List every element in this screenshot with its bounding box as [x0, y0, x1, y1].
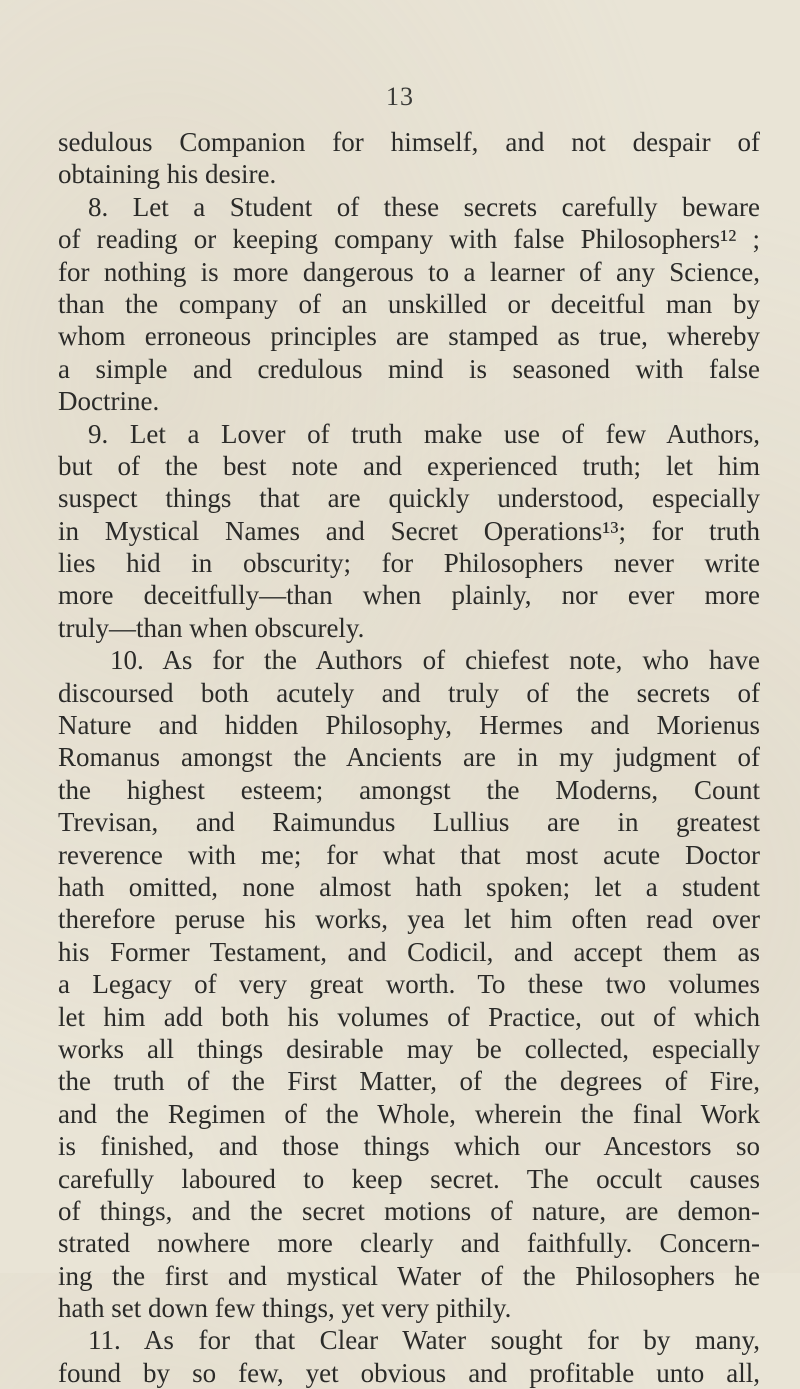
text-line: hath set down few things, yet very pithily.: [58, 1293, 512, 1324]
text-line: ing the first and mystical Water of the Philosophers he: [58, 1260, 760, 1291]
paragraph-9-start: 9. Let a Lover of truth make use of few Authors,: [88, 418, 760, 449]
paragraph-11-start: 11. As for that Clear Water sought for by many,: [88, 1325, 760, 1356]
text-line: Romanus amongst the Ancients are in my judgment of: [58, 742, 760, 773]
text-line: Nature and hidden Philosophy, Hermes and Morienus: [58, 710, 760, 741]
text-line: in Mystical Names and Secret Operations¹³; for truth: [58, 515, 760, 546]
body-text: [58, 126, 760, 1389]
text-line: discoursed both acutely and truly of the secrets of: [58, 677, 760, 708]
text-line: the truth of the First Matter, of the degrees of Fire,: [58, 1066, 760, 1097]
text-line: works all things desirable may be collected, especially: [58, 1033, 760, 1064]
text-line: suspect things that are quickly understood, especially: [58, 483, 760, 514]
text-line: reverence with me; for what that most acute Doctor: [58, 839, 760, 870]
text-line: and the Regimen of the Whole, wherein the final Work: [58, 1098, 760, 1129]
paragraph-10-start: 10. As for the Authors of chiefest note, who have: [110, 645, 760, 676]
text-line: strated nowhere more clearly and faithfully. Concern-: [58, 1228, 760, 1259]
text-line: lies hid in obscurity; for Philosophers never write: [58, 548, 760, 579]
text-line: whom erroneous principles are stamped as true, whereby: [58, 321, 760, 352]
text-line: carefully laboured to keep secret. The occult causes: [58, 1163, 760, 1194]
text-line: truly—than when obscurely.: [58, 612, 365, 643]
page-number: 13: [386, 82, 414, 111]
text-line: Trevisan, and Raimundus Lullius are in greatest: [58, 807, 760, 838]
text-line: a Legacy of very great worth. To these two volumes: [58, 969, 760, 1000]
text-line: the highest esteem; amongst the Moderns, Count: [58, 774, 760, 805]
text-line: his Former Testament, and Codicil, and accept them as: [58, 936, 760, 967]
text-line: let him add both his volumes of Practice, out of which: [58, 1001, 760, 1032]
text-line: for nothing is more dangerous to a learner of any Science,: [58, 256, 760, 287]
text-line: Doctrine.: [58, 386, 160, 417]
text-line: therefore peruse his works, yea let him often read over: [58, 904, 760, 935]
text-line: than the company of an unskilled or deceitful man by: [58, 288, 760, 319]
text-line: more deceitfully—than when plainly, nor ever more: [58, 580, 760, 611]
text-line: is finished, and those things which our Ancestors so: [58, 1131, 760, 1162]
text-line: found by so few, yet obvious and profitable unto all,: [58, 1357, 760, 1388]
text-line: sedulous Companion for himself, and not despair of: [58, 127, 760, 157]
paragraph-8-start: 8. Let a Student of these secrets carefully beware: [88, 191, 760, 222]
text-line: hath omitted, none almost hath spoken; let a student: [58, 871, 760, 902]
text-line: a simple and credulous mind is seasoned with false: [58, 353, 760, 384]
text-line: obtaining his desire.: [58, 159, 277, 190]
text-line: of reading or keeping company with false Philosophers¹² ;: [58, 224, 760, 255]
text-line: of things, and the secret motions of nature, are demon-: [58, 1195, 760, 1226]
text-line: but of the best note and experienced truth; let him: [58, 450, 760, 481]
